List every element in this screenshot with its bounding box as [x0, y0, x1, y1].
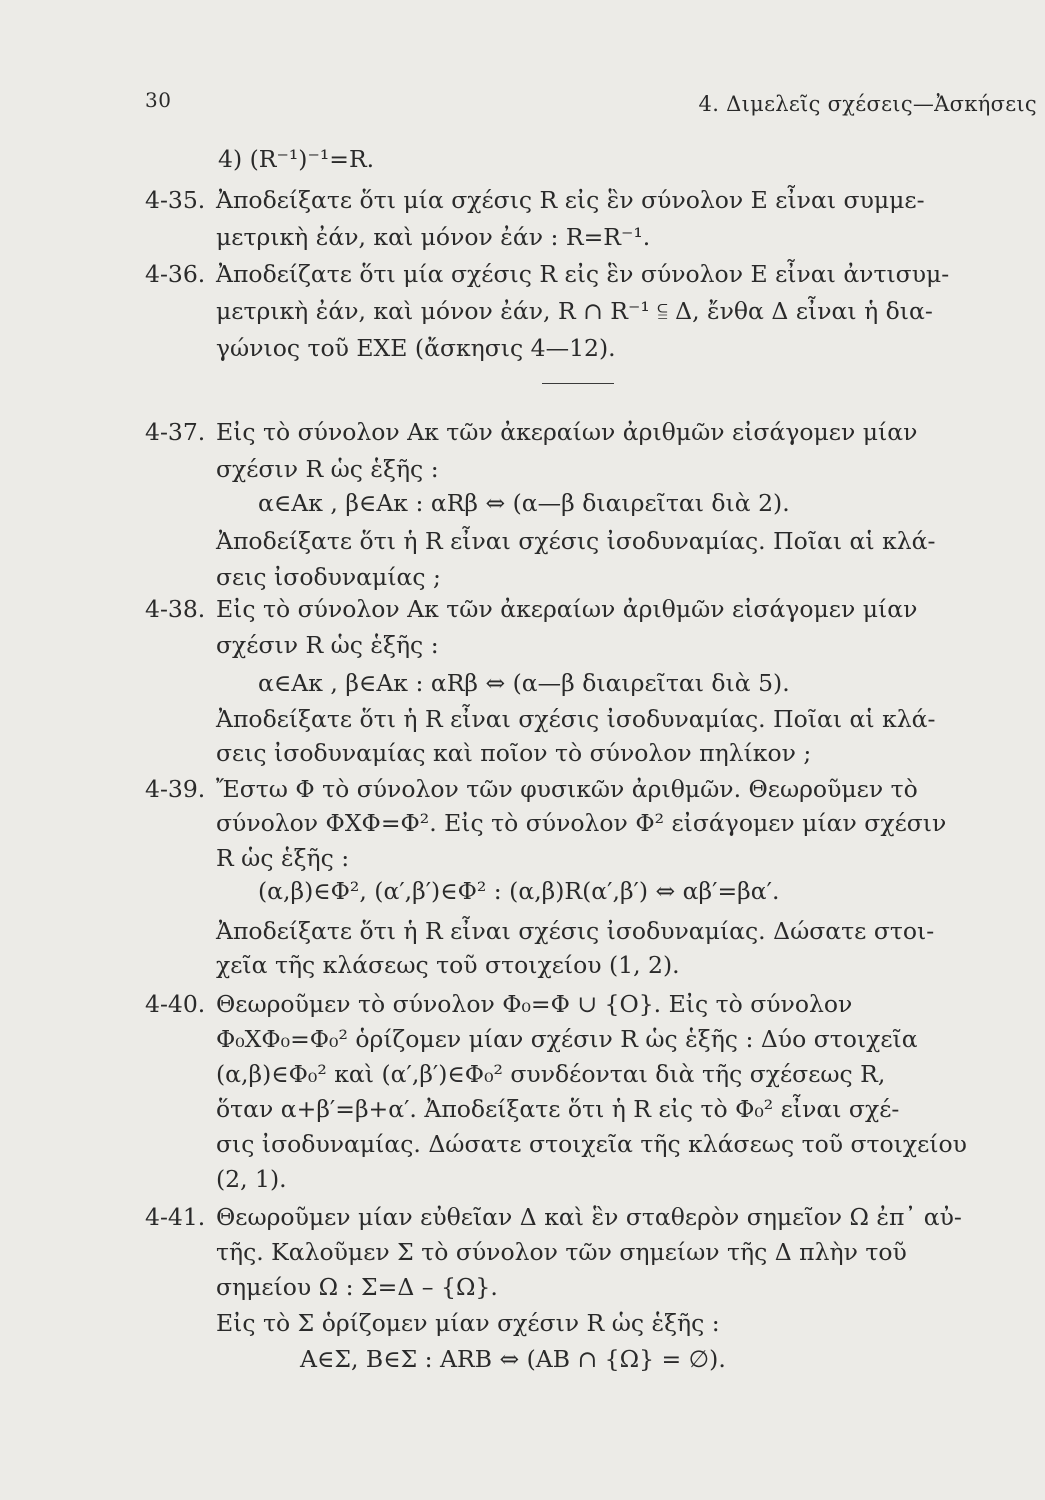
- exercise-number-4-37: 4-37.: [145, 418, 206, 446]
- exercise-4-36-line-3: γώνιος τοῦ EXE (ἄσκησις 4—12).: [216, 334, 616, 362]
- exercise-number-4-38: 4-38.: [145, 595, 206, 623]
- exercise-number-4-36: 4-36.: [145, 260, 206, 288]
- exercise-4-40-line-2: Φ₀XΦ₀=Φ₀² ὁρίζομεν μίαν σχέσιν R ὡς ἑξῆς : Δύο στοιχεῖα: [216, 1025, 918, 1053]
- exercise-4-37-line-5: σεις ἰσοδυναμίας ;: [216, 563, 441, 591]
- exercise-4-41-line-3: σημείου Ω : Σ=Δ – {Ω}.: [216, 1273, 498, 1301]
- exercise-4-40-line-4: ὅταν α+β′=β+α′. Ἀποδείξατε ὅτι ἡ R εἰς τὸ Φ₀² εἶναι σχέ-: [216, 1095, 900, 1123]
- exercise-4-37-line-4: Ἀποδείξατε ὅτι ἡ R εἶναι σχέσις ἰσοδυναμίας. Ποῖαι αἱ κλά-: [216, 527, 936, 555]
- exercise-4-38-line-2: σχέσιν R ὡς ἑξῆς :: [216, 631, 439, 659]
- exercise-4-35-line-2: μετρικὴ ἐάν, καὶ μόνον ἐάν : R=R⁻¹.: [216, 223, 651, 251]
- exercise-4-41-line-2: τῆς. Καλοῦμεν Σ τὸ σύνολον τῶν σημείων τῆς Δ πλὴν τοῦ: [216, 1238, 907, 1266]
- exercise-4-39-line-2: σύνολον ΦXΦ=Φ². Εἰς τὸ σύνολον Φ² εἰσάγομεν μίαν σχέσιν: [216, 809, 947, 837]
- exercise-number-4-35: 4-35.: [145, 186, 206, 214]
- exercise-4-38-formula: α∈Aκ , β∈Aκ : αRβ ⇔ (α—β διαιρεῖται διὰ 5).: [258, 669, 790, 697]
- exercise-4-36-line-1: Ἀποδείζατε ὅτι μία σχέσις R εἰς ἓν σύνολον E εἶναι ἀντισυμ-: [216, 260, 950, 288]
- exercise-number-4-40: 4-40.: [145, 990, 206, 1018]
- section-divider: [542, 383, 614, 384]
- exercise-4-39-line-5: Ἀποδείξατε ὅτι ἡ R εἶναι σχέσις ἰσοδυναμίας. Δώσατε στοι-: [216, 917, 935, 945]
- exercise-4-37-line-2: σχέσιν R ὡς ἑξῆς :: [216, 455, 439, 483]
- page-number: 30: [145, 88, 172, 112]
- exercise-4-41-line-4: Εἰς τὸ Σ ὁρίζομεν μίαν σχέσιν R ὡς ἑξῆς :: [216, 1309, 720, 1337]
- exercise-4-39-line-3: R ὡς ἑξῆς :: [216, 844, 350, 872]
- exercise-4-39-formula: (α,β)∈Φ², (α′,β′)∈Φ² : (α,β)R(α′,β′) ⇔ αβ′=βα′.: [258, 877, 780, 905]
- exercise-4-37-line-1: Εἰς τὸ σύνολον Aκ τῶν ἀκεραίων ἀριθμῶν εἰσάγομεν μίαν: [216, 418, 918, 446]
- running-head: 4. Διμελεῖς σχέσεις—Ἀσκήσεις: [698, 92, 1037, 116]
- exercise-4-40-line-6: (2, 1).: [216, 1165, 287, 1193]
- exercise-4-39-line-6: χεῖα τῆς κλάσεως τοῦ στοιχείου (1, 2).: [216, 951, 680, 979]
- exercise-4-41-formula: A∈Σ, B∈Σ : ARB ⇔ (AB ∩ {Ω} = ∅).: [300, 1345, 726, 1373]
- exercise-4-38-line-5: σεις ἰσοδυναμίας καὶ ποῖον τὸ σύνολον πηλίκον ;: [216, 739, 812, 767]
- exercise-4-36-line-2: μετρικὴ ἐάν, καὶ μόνον ἐάν, R ∩ R⁻¹ ⫅ Δ, ἔνθα Δ εἶναι ἡ δια-: [216, 297, 933, 325]
- exercise-4-40-line-5: σις ἰσοδυναμίας. Δώσατε στοιχεῖα τῆς κλάσεως τοῦ στοιχείου: [216, 1130, 967, 1158]
- exercise-4-40-line-1: Θεωροῦμεν τὸ σύνολον Φ₀=Φ ∪ {O}. Εἰς τὸ σύνολον: [216, 990, 853, 1018]
- exercise-4-38-line-1: Εἰς τὸ σύνολον Aκ τῶν ἀκεραίων ἀριθμῶν εἰσάγομεν μίαν: [216, 595, 918, 623]
- exercise-4-41-line-1: Θεωροῦμεν μίαν εὐθεῖαν Δ καὶ ἓν σταθερὸν σημεῖον Ω ἐπ᾽ αὐ-: [216, 1203, 962, 1231]
- exercise-4-40-line-3: (α,β)∈Φ₀² καὶ (α′,β′)∈Φ₀² συνδέονται διὰ τῆς σχέσεως R,: [216, 1060, 886, 1088]
- exercise-number-4-41: 4-41.: [145, 1203, 206, 1231]
- exercise-4-35-line-1: Ἀποδείξατε ὅτι μία σχέσις R εἰς ἓν σύνολον E εἶναι συμμε-: [216, 186, 925, 214]
- exercise-number-4-39: 4-39.: [145, 775, 206, 803]
- exercise-4-38-line-4: Ἀποδείξατε ὅτι ἡ R εἶναι σχέσις ἰσοδυναμίας. Ποῖαι αἱ κλά-: [216, 705, 936, 733]
- exercise-4-39-line-1: Ἔστω Φ τὸ σύνολον τῶν φυσικῶν ἀριθμῶν. Θεωροῦμεν τὸ: [216, 775, 918, 803]
- previous-item-4: 4) (R⁻¹)⁻¹=R.: [218, 145, 375, 173]
- exercise-4-37-formula: α∈Aκ , β∈Aκ : αRβ ⇔ (α—β διαιρεῖται διὰ 2).: [258, 489, 790, 517]
